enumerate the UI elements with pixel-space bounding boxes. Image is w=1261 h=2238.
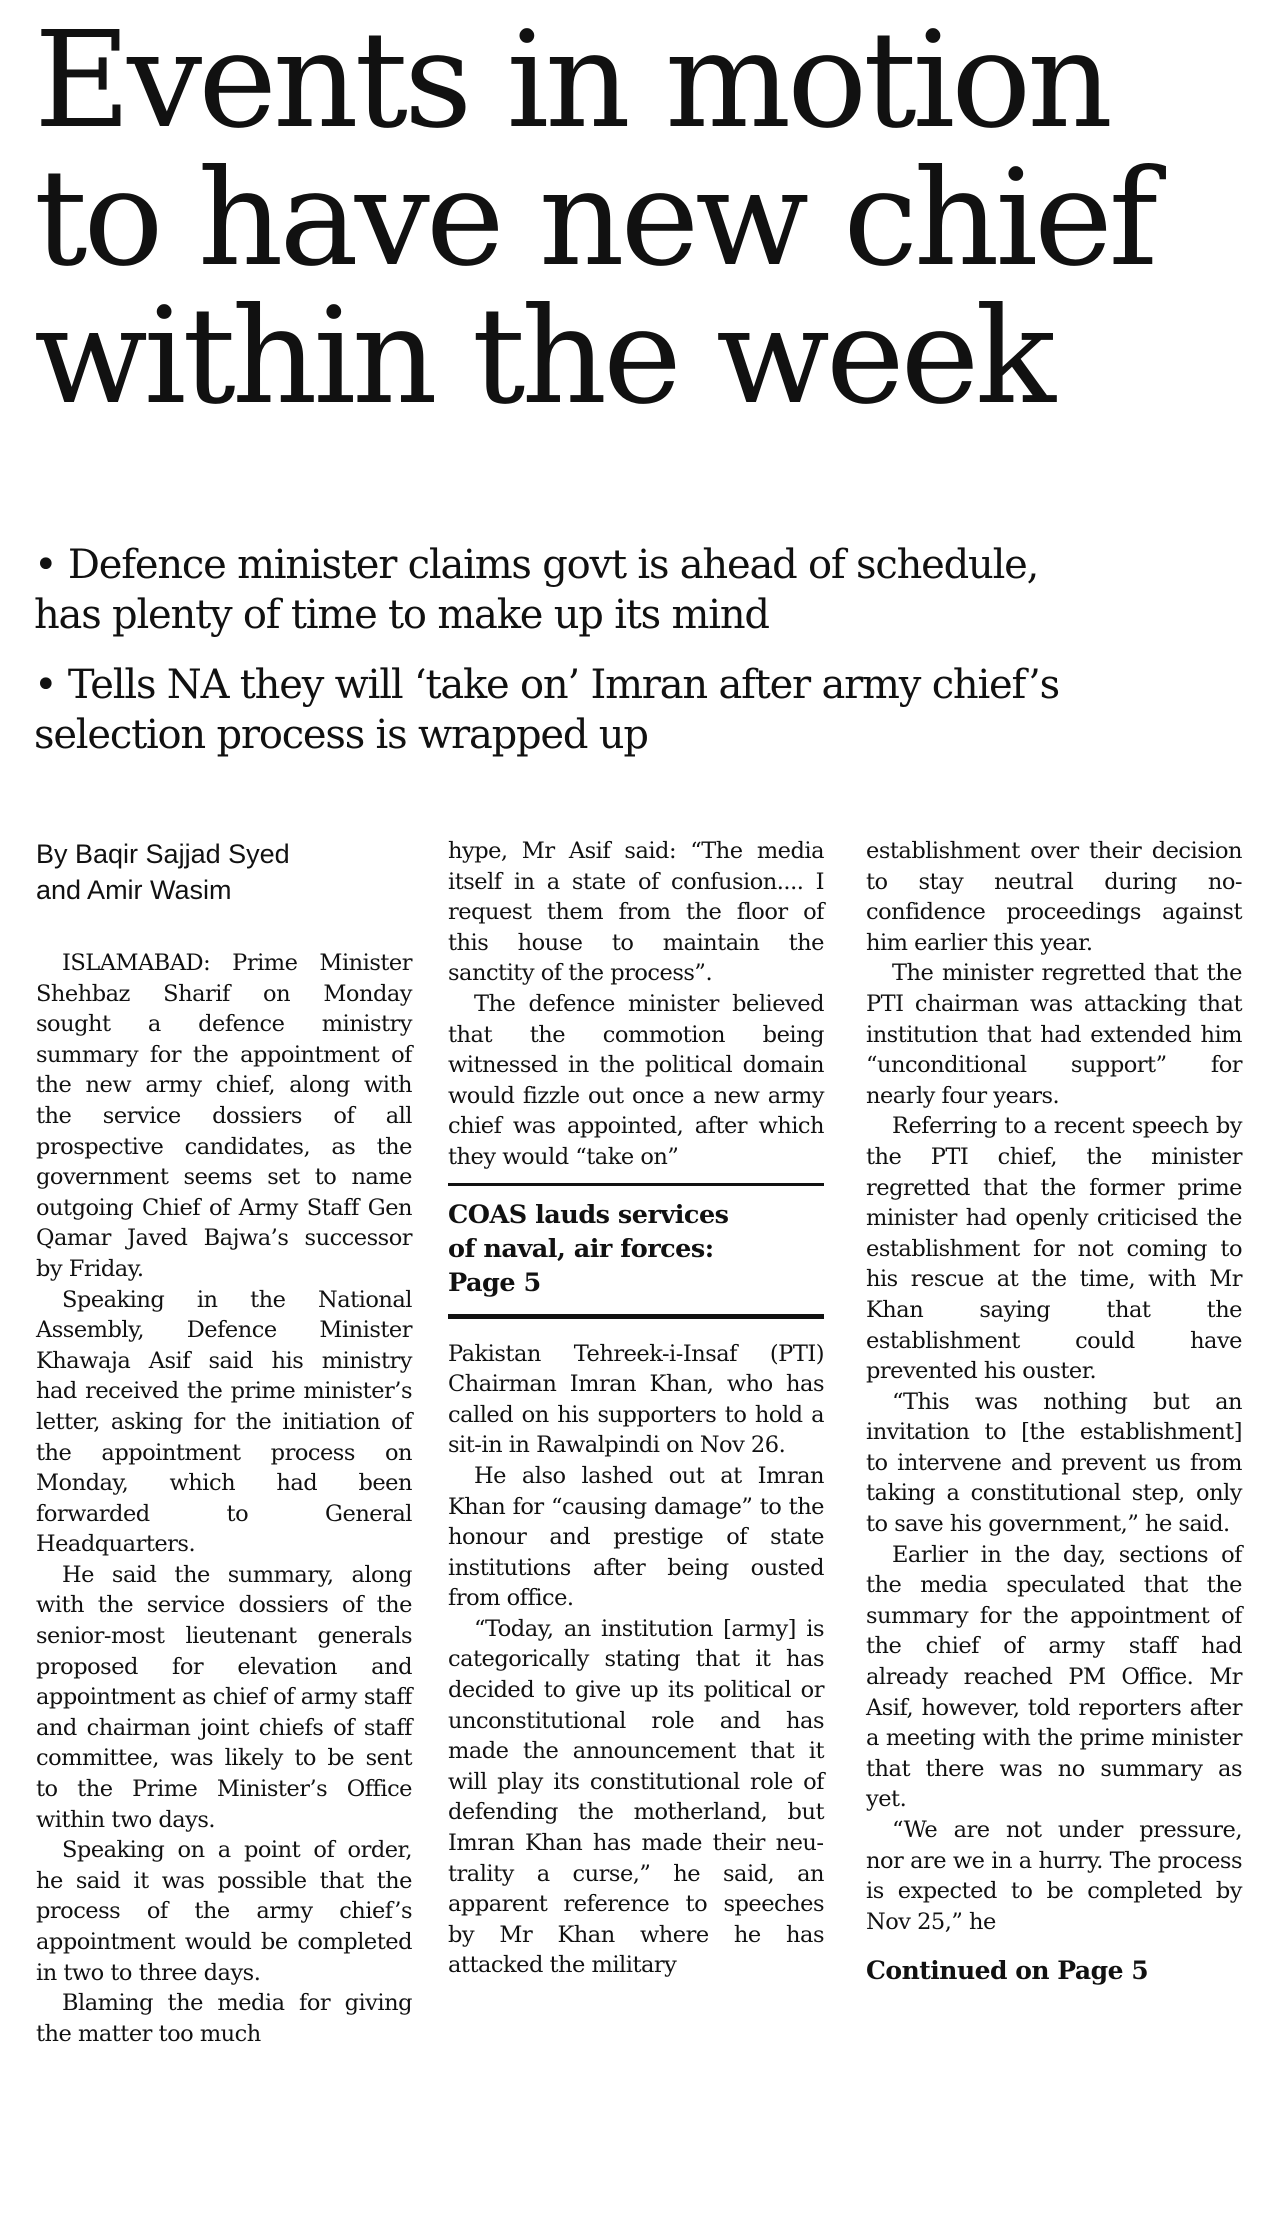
paragraph: establishment over their decision to stay neutral during no-confidence proceedings against him earlier this year. (866, 838, 1242, 956)
headline (34, 4, 1234, 434)
byline (36, 836, 412, 908)
teaser-line: Page 5 (448, 1267, 541, 1298)
paragraph: “This was nothing but an invitation to [the establishment] to intervene and prevent us from taking a constitutional step, only to save his government,” he said. (866, 1388, 1242, 1538)
paragraph: ISLAMABAD: Prime Minister Shehbaz Sharif on Monday sought a defence ministry summary for the appointment of the new army chief, along with the service dossiers of all prospective candidates, as the government seems set to name outgoing Chief of Army Staff Gen Qamar Javed Bajwa’s successor by Friday. (36, 950, 412, 1282)
paragraph: Speaking in the National Assembly, Defence Minister Khawaja Asif said his ministry had received the prime minister’s letter, asking for the initiation of the appointment process on Monday, which had been forwarded to General Headquarters. (36, 1286, 412, 1558)
subheading-2 (34, 660, 1234, 760)
headline-line: Events in motion (34, 4, 1109, 158)
teaser-box[interactable] (448, 1183, 824, 1319)
paragraph: Referring to a recent speech by the PTI chief, the minister regretted that the former prime minister had openly criticised the establishment for not coming to his rescue at the time, with Mr Khan saying that the establishment could have prevented his ouster. (866, 1113, 1242, 1385)
byline-line: and Amir Wasim (36, 875, 232, 905)
paragraph: Blaming the media for giving the matter too much (36, 1990, 412, 2047)
paragraph: The minister regretted that the PTI chairman was attacking that institution that had extended him “unconditional support” for nearly four years. (866, 960, 1242, 1109)
paragraph: “We are not under pressure, nor are we in a hurry. The process is expected to be completed by Nov 25,” he (866, 1817, 1242, 1935)
subheading-1 (34, 540, 1234, 640)
headline-line: to have new chief (34, 142, 1154, 296)
teaser-line: of naval, air forces: (448, 1233, 714, 1264)
paragraph: Pakistan Tehreek-i-Insaf (PTI) Chairman Imran Khan, who has called on his supporters to hold a sit-in in Rawalpindi on Nov 26. (448, 1340, 824, 1459)
subheading-line: has plenty of time to make up its mind (34, 592, 769, 638)
paragraph: Speaking on a point of order, he said it was possible that the process of the army chief’s appointment would be completed in two to three days. (36, 1837, 412, 1986)
byline-line: By Baqir Sajjad Syed (36, 839, 290, 869)
paragraph: He also lashed out at Imran Khan for “causing damage” to the honour and prestige of state institutions after being ousted from office. (448, 1462, 824, 1612)
article-column-1 (36, 836, 412, 2049)
subheading-line: • Defence minister claims govt is ahead of schedule, (34, 542, 1039, 588)
article-column-3 (866, 836, 1242, 1987)
subheading-line: selection process is wrapped up (34, 712, 648, 758)
teaser-line: COAS lauds services (448, 1199, 729, 1230)
paragraph: hype, Mr Asif said: “The media itself in a state of confusion.... I request them from the floor of this house to maintain the sanctity of the process”. (448, 838, 824, 987)
paragraph: He said the summary, along with the service dossiers of the senior-most lieutenant generals proposed for elevation and appointment as chief of army staff and chairman joint chiefs of staff committee, was likely to be sent to the Prime Minister’s Office within two days. (36, 1561, 412, 1833)
subheadings (34, 540, 1234, 780)
paragraph: “Today, an institution [army] is categorically stating that it has decided to give up its political or unconstitutional role and has made the announcement that it will play its constitutional role of defending the motherland, but Imran Khan has made their neutrality a curse,” he said, an apparent reference to speeches by Mr Khan where he has attacked the military (448, 1615, 824, 1979)
article-column-2 (448, 836, 824, 1981)
continued-link[interactable]: Continued on Page 5 (866, 1956, 1149, 1986)
headline-line: within the week (34, 280, 1052, 434)
paragraph: Earlier in the day, sections of the media speculated that the summary for the appointment of the chief of army staff had already reached PM Office. Mr Asif, however, told reporters after a meeting with the prime minister that there was no summary as yet. (866, 1541, 1242, 1813)
paragraph: The defence minister believed that the commotion being witnessed in the political domain would fizzle out once a new army chief was appointed, after which they would “take on” (448, 990, 824, 1170)
subheading-line: • Tells NA they will ‘take on’ Imran after army chief’s (34, 662, 1059, 708)
